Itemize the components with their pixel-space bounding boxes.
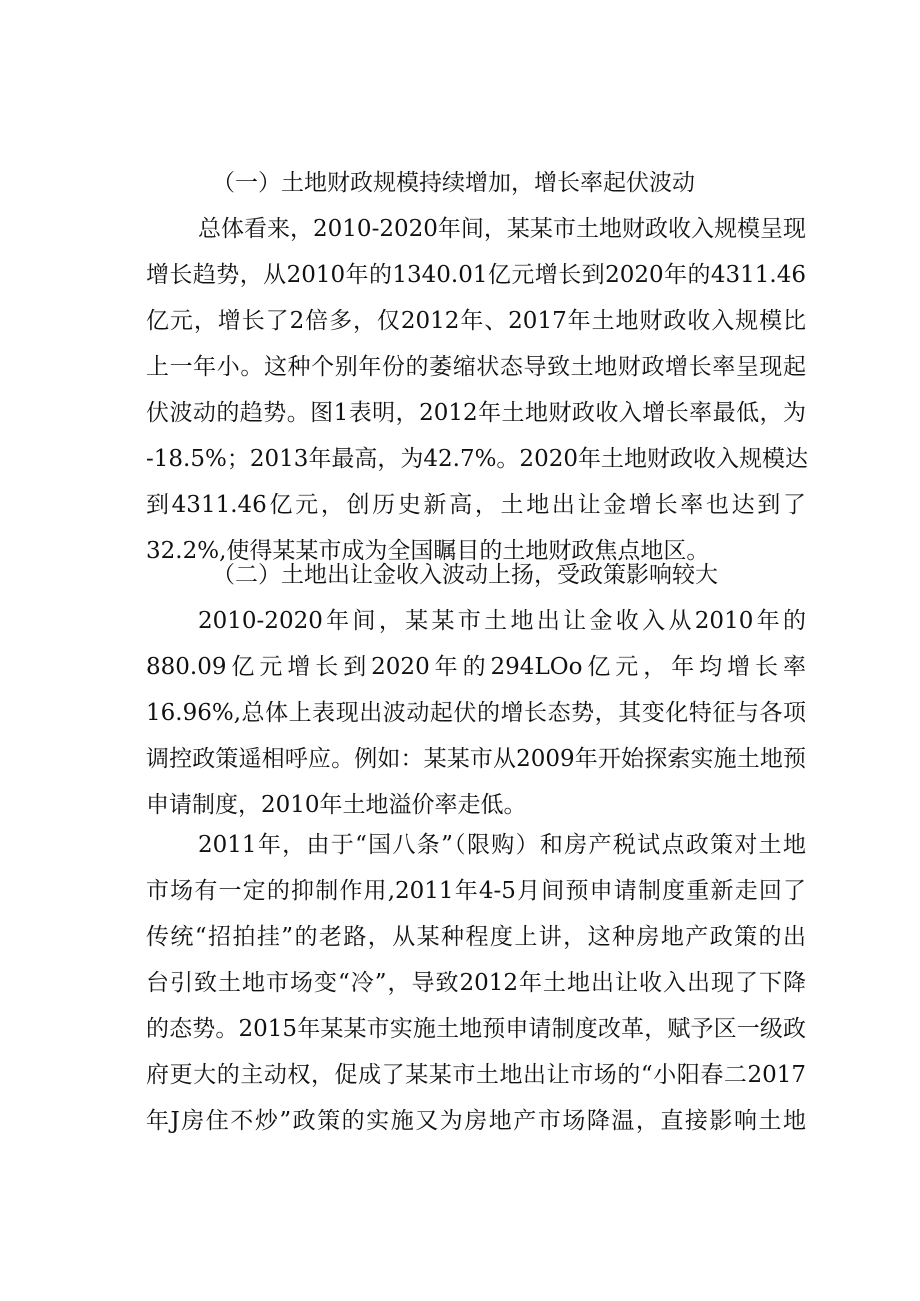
paragraph-line: -18.5%；2013年最高，为42.7%。2020年土地财政收入规模达 xyxy=(146,446,808,472)
paragraph-line: 的态势。2015年某某市实施土地预申请制度改革，赋予区一级政 xyxy=(146,1016,806,1042)
section-heading-1: （一）土地财政规模持续增加，增长率起伏波动 xyxy=(212,170,695,196)
paragraph-line: 年J房住不炒”政策的实施又为房地产市场降温，直接影响土地 xyxy=(146,1108,806,1134)
paragraph-line: 16.96%,总体上表现出波动起伏的增长态势，其变化特征与各项 xyxy=(146,700,806,726)
paragraph-line: 府更大的主动权，促成了某某市土地出让市场的“小阳春二2017 xyxy=(146,1062,806,1088)
section-2-paragraph-1 xyxy=(146,598,806,828)
paragraph-line: 市场有一定的抑制作用,2011年4-5月间预申请制度重新走回了 xyxy=(146,878,806,904)
paragraph-line: 2010-2020年间，某某市土地出让金收入从2010年的 xyxy=(198,608,806,634)
paragraph-line: 增长趋势，从2010年的1340.01亿元增长到2020年的4311.46 xyxy=(146,262,806,288)
paragraph-line: 伏波动的趋势。图1表明，2012年土地财政收入增长率最低，为 xyxy=(146,400,806,426)
paragraph-line: 880.09亿元增长到2020年的294LOo亿元，年均增长率 xyxy=(146,654,806,680)
paragraph-line: 32.2%,使得某某市成为全国瞩目的土地财政焦点地区。 xyxy=(146,538,710,564)
paragraph-line: 调控政策遥相呼应。例如：某某市从2009年开始探索实施土地预 xyxy=(146,746,806,772)
paragraph-line: 台引致土地市场变“冷”，导致2012年土地出让收入出现了下降 xyxy=(146,970,806,996)
paragraph-line: 上一年小。这种个别年份的萎缩状态导致土地财政增长率呈现起 xyxy=(146,354,806,380)
section-2-paragraph-2 xyxy=(146,822,806,1144)
paragraph-line: 申请制度，2010年土地溢价率走低。 xyxy=(146,792,527,818)
section-heading-2: （二）土地出让金收入波动上扬，受政策影响较大 xyxy=(212,562,718,588)
paragraph-line: 亿元，增长了2倍多，仅2012年、2017年土地财政收入规模比 xyxy=(146,308,806,334)
paragraph-line: 传统“招拍挂”的老路，从某种程度上讲，这种房地产政策的出 xyxy=(146,924,806,950)
paragraph-line: 总体看来，2010-2020年间，某某市土地财政收入规模呈现 xyxy=(198,216,806,242)
paragraph-line: 2011年，由于“国八条”（限购）和房产税试点政策对土地 xyxy=(198,832,806,858)
section-1-paragraph xyxy=(146,206,806,574)
paragraph-line: 到4311.46亿元，创历史新高，土地出让金增长率也达到了 xyxy=(146,492,806,518)
